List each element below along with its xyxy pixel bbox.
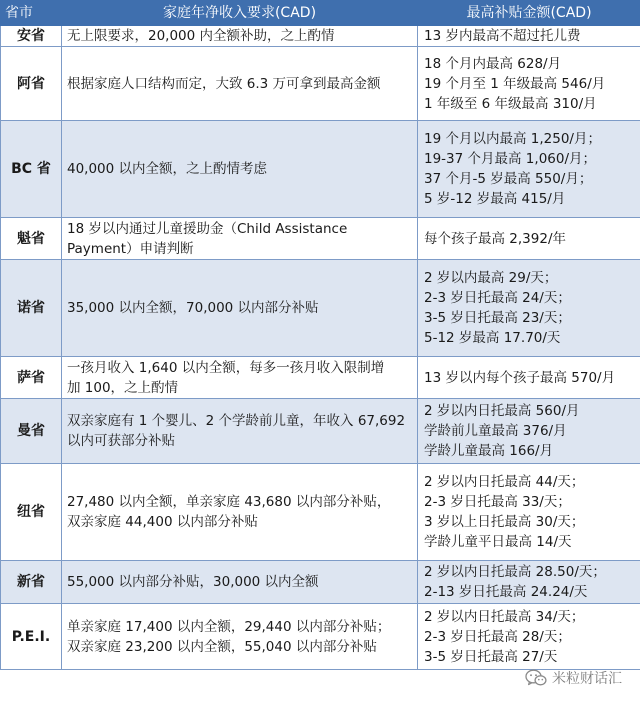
requirement-cell xyxy=(62,260,418,357)
watermark-text: 米粒财话汇 xyxy=(552,671,622,687)
max-subsidy-line: 2 岁以内日托最高 28.50/天； xyxy=(424,564,606,580)
table-body xyxy=(1,26,640,670)
max-subsidy-line: 19 个月至 1 年级最高 546/月 xyxy=(424,75,606,92)
requirement-line: 双亲家庭 44,400 以内部分补贴 xyxy=(67,514,258,530)
max-subsidy-line: 学龄儿童最高 166/月 xyxy=(424,443,554,459)
province-cell: 新省 xyxy=(1,561,62,604)
max-subsidy-cell xyxy=(418,357,640,399)
max-subsidy-line: 2-13 岁日托最高 24.24/天 xyxy=(424,584,588,600)
requirement-line: 双亲家庭 23,200 以内全额，55,040 以内部分补贴 xyxy=(67,638,377,655)
max-subsidy-line: 2 岁以内日托最高 44/天； xyxy=(424,474,585,490)
requirement-line: Payment）申请判断 xyxy=(67,240,194,257)
province-cell: 纽省 xyxy=(1,464,62,561)
max-subsidy-cell xyxy=(418,561,640,604)
max-subsidy-line: 18 个月内最高 628/月 xyxy=(424,55,562,72)
table-row xyxy=(1,357,640,399)
max-subsidy-cell xyxy=(418,121,640,218)
requirement-line: 40,000 以内全额，之上酌情考虑 xyxy=(67,161,268,177)
max-subsidy-cell xyxy=(418,399,640,464)
requirement-line: 根据家庭人口结构而定，大致 6.3 万可拿到最高金额 xyxy=(67,75,381,92)
max-subsidy-line: 13 岁内最高不超过托儿费 xyxy=(424,28,581,44)
header-requirement: 家庭年净收入要求(CAD) xyxy=(62,1,418,26)
requirement-cell xyxy=(62,399,418,464)
max-subsidy-cell xyxy=(418,464,640,561)
requirement-cell xyxy=(62,47,418,121)
watermark xyxy=(525,666,622,690)
requirement-line: 单亲家庭 17,400 以内全额，29,440 以内部分补贴； xyxy=(67,618,391,635)
max-subsidy-line: 1 年级至 6 年级最高 310/月 xyxy=(424,95,597,112)
max-subsidy-line: 3 岁以上日托最高 30/天； xyxy=(424,514,585,530)
requirement-cell xyxy=(62,604,418,670)
max-subsidy-line: 2-3 岁日托最高 33/天； xyxy=(424,494,571,510)
max-subsidy-line: 5-12 岁最高 17.70/天 xyxy=(424,330,561,346)
requirement-line: 18 岁以内通过儿童援助金（Child Assistance xyxy=(67,220,348,237)
header-province: 省市 xyxy=(1,1,62,26)
requirement-line: 一孩月收入 1,640 以内全额，每多一孩月收入限制增 xyxy=(67,359,385,376)
max-subsidy-line: 学龄儿童平日最高 14/天 xyxy=(424,534,572,550)
table-header-row xyxy=(1,1,640,26)
max-subsidy-line: 3-5 岁日托最高 27/天 xyxy=(424,648,558,665)
table-row xyxy=(1,218,640,260)
table-row xyxy=(1,260,640,357)
province-cell: 萨省 xyxy=(1,357,62,399)
max-subsidy-cell xyxy=(418,218,640,260)
requirement-cell xyxy=(62,26,418,47)
table-row xyxy=(1,47,640,121)
requirement-line: 55,000 以内部分补贴，30,000 以内全额 xyxy=(67,574,319,590)
max-subsidy-line: 2-3 岁日托最高 24/天； xyxy=(424,290,571,306)
max-subsidy-line: 2 岁以内日托最高 34/天； xyxy=(424,608,585,625)
max-subsidy-cell xyxy=(418,26,640,47)
table-row xyxy=(1,464,640,561)
header-max-subsidy: 最高补贴金额(CAD) xyxy=(418,1,640,26)
requirement-line: 无上限要求，20,000 内全额补助，之上酌情 xyxy=(67,28,335,44)
table-row xyxy=(1,561,640,604)
province-cell: 阿省 xyxy=(1,47,62,121)
max-subsidy-cell xyxy=(418,47,640,121)
province-cell: P.E.I. xyxy=(1,604,62,670)
requirement-line: 加 100，之上酌情 xyxy=(67,379,179,396)
requirement-cell xyxy=(62,561,418,604)
table-row xyxy=(1,399,640,464)
max-subsidy-line: 学龄前儿童最高 376/月 xyxy=(424,423,567,439)
province-cell: BC 省 xyxy=(1,121,62,218)
max-subsidy-line: 每个孩子最高 2,392/年 xyxy=(424,230,566,247)
table-row xyxy=(1,604,640,670)
province-cell: 曼省 xyxy=(1,399,62,464)
requirement-cell xyxy=(62,218,418,260)
table-row xyxy=(1,121,640,218)
requirement-line: 27,480 以内全额，单亲家庭 43,680 以内部分补贴， xyxy=(67,494,391,510)
requirement-line: 以内可获部分补贴 xyxy=(67,433,175,449)
max-subsidy-line: 37 个月-5 岁最高 550/月； xyxy=(424,171,593,187)
max-subsidy-cell xyxy=(418,260,640,357)
max-subsidy-line: 19 个月以内最高 1,250/月； xyxy=(424,131,601,147)
max-subsidy-line: 19-37 个月最高 1,060/月； xyxy=(424,151,597,167)
table-row xyxy=(1,26,640,47)
province-cell: 安省 xyxy=(1,26,62,47)
max-subsidy-line: 2-3 岁日托最高 28/天； xyxy=(424,628,571,645)
max-subsidy-line: 2 岁以内最高 29/天； xyxy=(424,270,558,286)
requirement-line: 双亲家庭有 1 个婴儿、2 个学龄前儿童，年收入 67,692 xyxy=(67,413,406,429)
max-subsidy-line: 3-5 岁日托最高 23/天； xyxy=(424,310,571,326)
province-cell: 诺省 xyxy=(1,260,62,357)
requirement-cell xyxy=(62,464,418,561)
max-subsidy-line: 2 岁以内日托最高 560/月 xyxy=(424,403,580,419)
requirement-cell xyxy=(62,357,418,399)
requirement-line: 35,000 以内全额，70,000 以内部分补贴 xyxy=(67,300,319,316)
max-subsidy-line: 5 岁-12 岁最高 415/月 xyxy=(424,191,566,207)
province-cell: 魁省 xyxy=(1,218,62,260)
wechat-icon xyxy=(525,669,547,687)
max-subsidy-cell xyxy=(418,604,640,670)
requirement-cell xyxy=(62,121,418,218)
max-subsidy-line: 13 岁以内每个孩子最高 570/月 xyxy=(424,369,616,386)
